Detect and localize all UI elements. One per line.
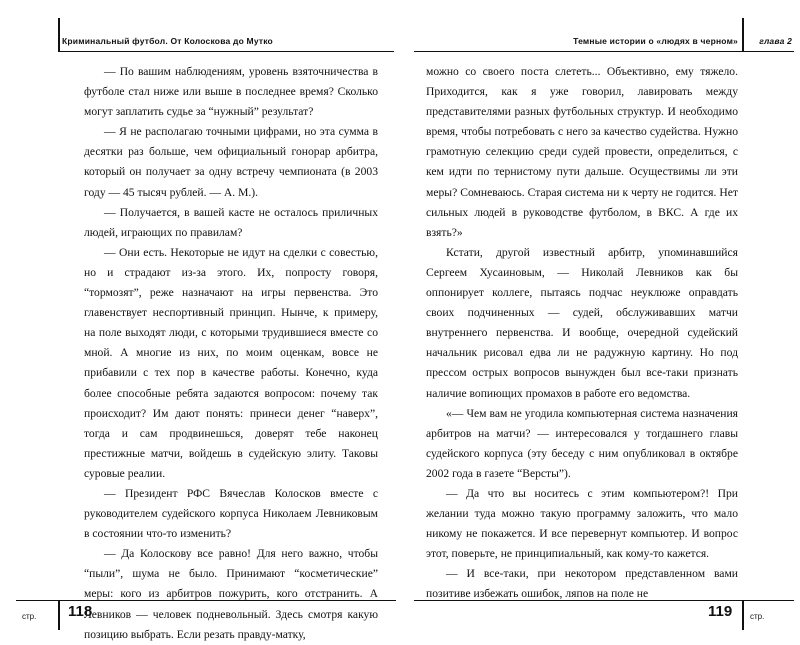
paragraph: — Получается, в вашей касте не осталось приличных людей, играющих по правилам? xyxy=(84,205,378,239)
header-rule xyxy=(414,51,794,52)
right-page xyxy=(400,0,800,640)
chapter-label: глава 2 xyxy=(759,36,792,46)
page-label: стр. xyxy=(750,612,765,621)
right-page-text xyxy=(426,62,738,601)
page-number: 118 xyxy=(68,603,93,620)
page-footer xyxy=(22,606,36,624)
page-number: 119 xyxy=(708,603,733,620)
page-number-wrap xyxy=(708,603,732,621)
footer-vertical-rule xyxy=(58,600,60,630)
running-header-title: Темные истории о «людях в черном» xyxy=(573,36,738,46)
header-vertical-rule xyxy=(742,18,744,52)
page-footer xyxy=(750,606,764,624)
footer-rule xyxy=(414,600,794,601)
paragraph: можно со своего поста слететь... Объективно, ему тяжело. Приходится, как я уже говорил, лавировать между представителями разных футбольных структур. И необходимо время, чтобы потребовать с него за качество судейства. Нужно грамотную селекцию среди судей провести, определиться, с кем идти по тернистому пути дальше. Осуществимы ли эти меры? Сомневаюсь. Старая система ни к черту не годится. Нет сильных людей в руководстве футболом, в ВКС. А где их взять?» xyxy=(426,65,738,239)
paragraph: — По вашим наблюдениям, уровень взяточничества в футболе стал ниже или выше в последнее время? Сколько могут заплатить судье за “нужный” результат? xyxy=(84,65,378,119)
paragraph: — Да что вы носитесь с этим компьютером?! При желании туда можно такую программу заложить, что мало никому не покажется. И все перевернут компьютер. И вопрос этот, поверьте, не принципиальный, как кому-то кажется. xyxy=(426,486,738,561)
chapter-label-wrap xyxy=(759,36,792,50)
left-page xyxy=(0,0,400,640)
paragraph: — И все-таки, при некотором представленном вами позитиве избежать ошибок, ляпов на поле не xyxy=(426,567,738,601)
left-page-text xyxy=(84,62,378,641)
header-vertical-rule xyxy=(58,18,60,52)
page-number-wrap xyxy=(68,603,92,621)
footer-vertical-rule xyxy=(742,600,744,630)
footer-rule xyxy=(16,600,396,601)
paragraph: — Президент РФС Вячеслав Колосков вместе с руководителем судейского корпуса Николаем Левниковым в состоянии что-то изменить? xyxy=(84,486,378,541)
running-header xyxy=(573,36,738,50)
paragraph: — Да Колоскову все равно! Для него важно, чтобы “пыли”, шума не было. Принимают “косметические” меры: кого из арбитров пожурить, кого отстранить. А Левников — человек подневольный. Здесь смотря какую позицию выбрать. Если резать правду-матку, xyxy=(84,547,378,641)
paragraph: — Я не располагаю точными цифрами, но эта сумма в десятки раз больше, чем официальный гонорар арбитра, который он получает за одну встречу чемпионата (в 2003 году — 45 тысяч рублей. — А. М.). xyxy=(84,125,378,199)
paragraph: «— Чем вам не угодила компьютерная система назначения арбитров на матчи? — интересовался у тогдашнего главы судейского корпуса (эту беседу с ним опубликовал в октябре 2002 года в газете “Версты”). xyxy=(426,406,738,480)
page-label: стр. xyxy=(22,612,37,621)
header-rule xyxy=(58,51,394,52)
paragraph: Кстати, другой известный арбитр, упоминавшийся Сергеем Хусаиновым, — Николай Левников как бы оппонирует коллеге, пытаясь подчас неуклюже оправдать своих подчиненных — судей, обслуживавших матчи внутреннего первенства. И вообще, очередной судейский начальник рисовал едва ли не радужную картину. Но под прессом острых вопросов вынужден был все-таки признать наличие вопиющих промахов в работе его ведомства. xyxy=(426,245,738,400)
paragraph: — Они есть. Некоторые не идут на сделки с совестью, но и страдают из-за этого. Их, попросту говоря, “тормозят”, реже назначают на игры первенства. Это главенствует неспортивный принцип. Нынче, к примеру, на поле выходят люди, с которыми трудившиеся вместе со мной. А многие из них, по моим оценкам, вовсе не прибавили с тех пор в качестве работы. Конечно, куда более способные ребята задаются вопросом: почему так происходит? Им дают понять: принеси денег “наверх”, тогда и сам продвинешься, доверят тебе наконец престижные матчи, войдешь в судейскую элиту. Таковы суровые реалии. xyxy=(84,245,378,480)
running-header: Криминальный футбол. От Колоскова до Мутко xyxy=(62,36,273,46)
